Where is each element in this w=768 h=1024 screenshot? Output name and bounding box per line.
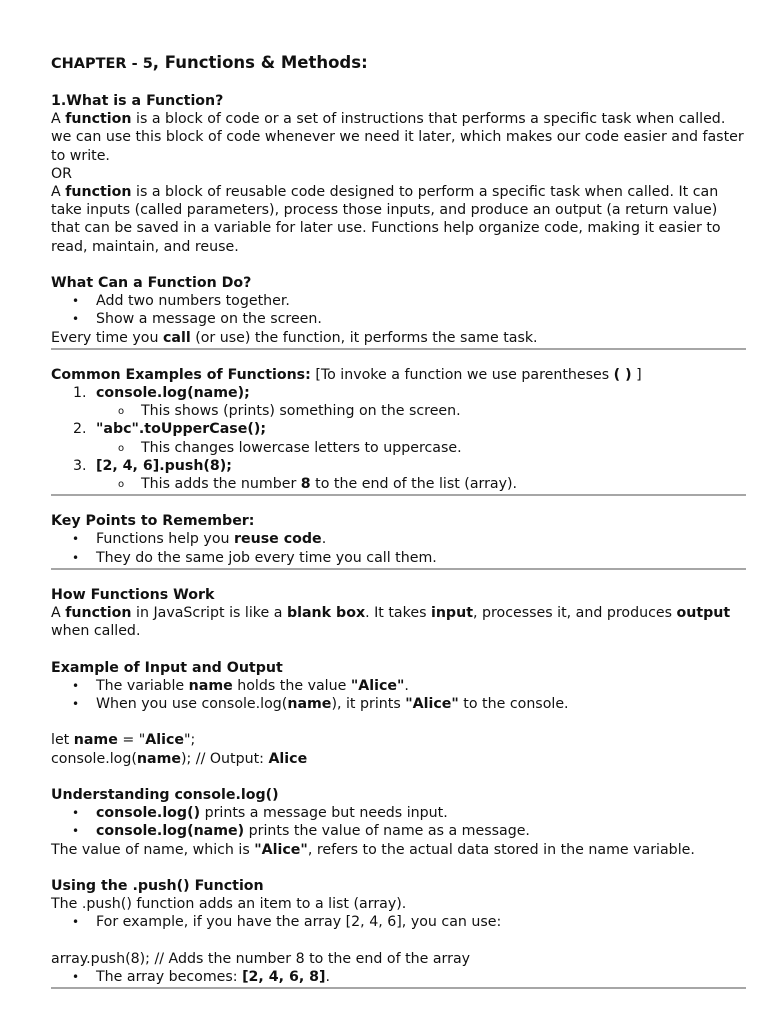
list-item: 2. "abc".toUpperCase(); o This changes lowercase letters to uppercase. (51, 420, 748, 456)
sub-list-item: o This shows (prints) something on the screen. (51, 402, 748, 420)
section-key-points (51, 512, 748, 567)
bullet-list (51, 913, 748, 931)
list-item: • The array becomes: [2, 4, 6, 8]. (51, 968, 748, 986)
list-item: • console.log(name) prints the value of name as a message. (51, 822, 748, 840)
list-item: • console.log() prints a message but needs input. (51, 804, 748, 822)
paragraph: The .push() function adds an item to a list (array). (51, 896, 407, 913)
list-item: • They do the same job every time you call them. (51, 549, 748, 567)
or-separator: OR (51, 165, 73, 182)
section-heading: Example of Input and Output (51, 659, 283, 676)
list-item: 3. [2, 4, 6].push(8); o This adds the number 8 to the end of the list (array). (51, 457, 748, 493)
paragraph: Every time you call (or use) the function, it performs the same task. (51, 329, 538, 346)
definition-1: A function is a block of code or a set of instructions that performs a specific task when called. we can use this block of code whenever we need it later, which makes our code easier and faster to write. (51, 111, 744, 164)
section-heading: How Functions Work (51, 586, 215, 603)
bullet-list (51, 292, 748, 328)
divider (51, 987, 746, 989)
numbered-list (51, 384, 748, 493)
section-heading: Key Points to Remember: (51, 513, 255, 530)
bullet-list (51, 677, 748, 713)
section-heading: Common Examples of Functions: [To invoke a function we use parentheses ( ) ] (51, 366, 642, 383)
section-heading: Using the .push() Function (51, 878, 264, 895)
section-push-function (51, 877, 748, 986)
sub-list (96, 402, 748, 420)
paragraph: A function in JavaScript is like a blank box. It takes input, processes it, and produces output when called. (51, 605, 731, 640)
bullet-list (51, 968, 748, 986)
list-item: • The variable name holds the value "Alice". (51, 677, 748, 695)
list-item: • When you use console.log(name), it prints "Alice" to the console. (51, 695, 748, 713)
list-item: • For example, if you have the array [2, 4, 6], you can use: (51, 913, 748, 931)
chapter-title: , Functions & Methods: (152, 53, 368, 72)
section-input-output-example (51, 659, 748, 768)
list-item: • Add two numbers together. (51, 292, 748, 310)
section-what-is-function (51, 92, 748, 256)
code-line: console.log(name); // Output: Alice (51, 750, 308, 767)
section-heading: Understanding console.log() (51, 787, 279, 804)
sub-list (96, 475, 748, 493)
list-item: • Functions help you reuse code. (51, 530, 748, 548)
bullet-list (51, 804, 748, 840)
code-line: let name = "Alice"; (51, 732, 196, 749)
list-item: • Show a message on the screen. (51, 310, 748, 328)
section-common-examples (51, 366, 748, 493)
code-line: array.push(8); // Adds the number 8 to the end of the array (51, 950, 471, 967)
definition-2: A function is a block of reusable code designed to perform a specific task when called. It can take inputs (called parameters), process those inputs, and produce an output (a return value) that can be saved in a variable for later use. Functions help organize code, making it easier to read, maintain, and reuse. (51, 184, 721, 255)
sub-list-item: o This changes lowercase letters to uppercase. (51, 439, 748, 457)
chapter-label: CHAPTER - 5 (51, 56, 153, 72)
page-title (51, 51, 748, 76)
bullet-list (51, 530, 748, 566)
section-console-log (51, 786, 748, 859)
section-heading: 1.What is a Function? (51, 93, 224, 109)
section-how-functions-work (51, 586, 748, 641)
list-item: 1. console.log(name); o This shows (prints) something on the screen. (51, 384, 748, 420)
sub-list-item: o This adds the number 8 to the end of the list (array). (51, 475, 748, 493)
paragraph: The value of name, which is "Alice", refers to the actual data stored in the name variable. (51, 841, 695, 858)
sub-list (96, 439, 748, 457)
section-what-can-function-do (51, 274, 748, 347)
section-heading: What Can a Function Do? (51, 275, 252, 292)
